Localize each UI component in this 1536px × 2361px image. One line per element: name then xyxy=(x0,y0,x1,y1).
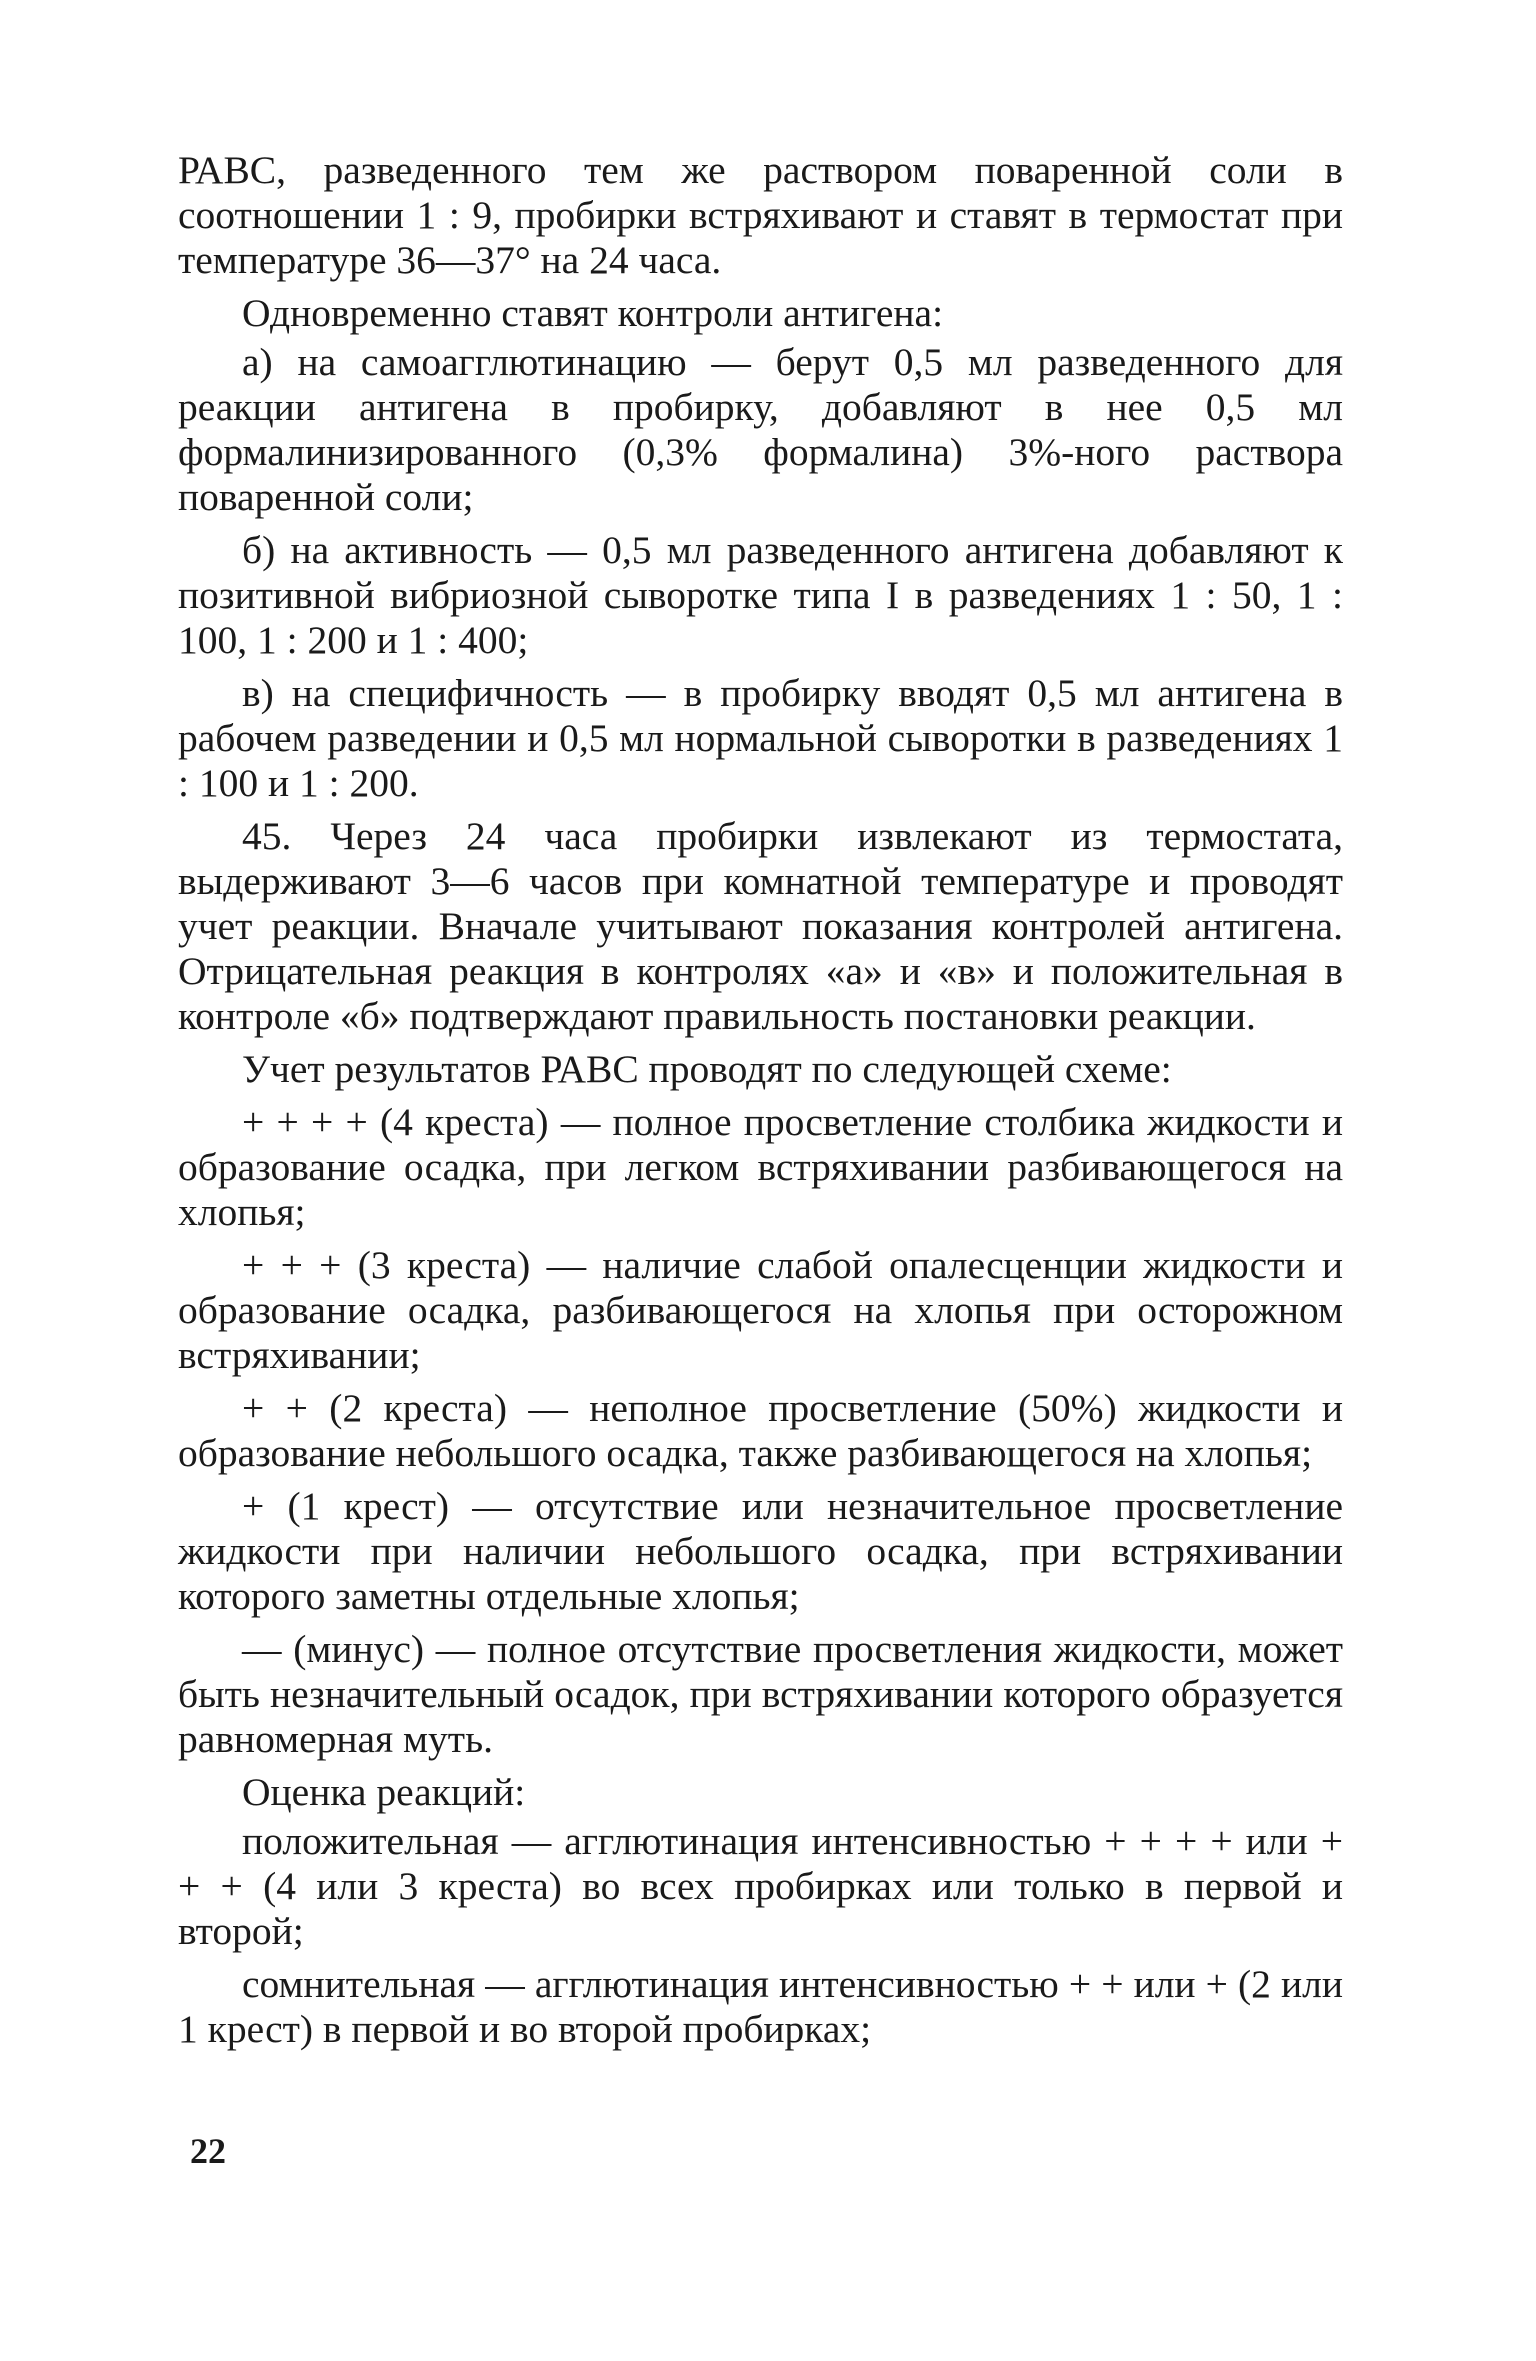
paragraph-four-crosses: + + + + (4 креста) — полное просветление столбика жидкости и образование осадка, при легком встряхивании разбивающегося на хлопья; xyxy=(178,1100,1343,1234)
paragraph-two-crosses: + + (2 креста) — неполное просветление (50%) жидкости и образование небольшого осадка, также разбивающегося на хлопья; xyxy=(178,1386,1343,1475)
paragraph-positive: положительная — агглютинация интенсивностью + + + + или + + + (4 или 3 креста) во всех пробирках или только в первой и второй; xyxy=(178,1819,1343,1953)
paragraph-doubtful: сомнительная — агглютинация интенсивностью + + или + (2 или 1 крест) в первой и во второй пробирках; xyxy=(178,1962,1343,2051)
page-number: 22 xyxy=(190,2131,226,2171)
paragraph-continuation: РАВС, разведенного тем же раствором поваренной соли в соотношении 1 : 9, пробирки встряхивают и ставят в термостат при температуре 36—37° на 24 часа. xyxy=(178,148,1343,282)
paragraph-item-45: 45. Через 24 часа пробирки извлекают из термостата, выдерживают 3—6 часов при комнатной температуре и проводят учет реакции. Вначале учитывают показания контролей антигена. Отрицательная реакция в контролях «а» и «в» и положительная в контроле «б» подтверждают правильность постановки реакции. xyxy=(178,814,1343,1038)
paragraph-results-scheme: Учет результатов РАВС проводят по следующей схеме: xyxy=(242,1047,1172,1091)
paragraph-three-crosses: + + + (3 креста) — наличие слабой опалесценции жидкости и образование осадка, разбивающегося на хлопья при осторожном встряхивании; xyxy=(178,1243,1343,1377)
paragraph-one-cross: + (1 крест) — отсутствие или незначительное просветление жидкости при наличии небольшого осадка, при встряхивании которого заметны отдельные хлопья; xyxy=(178,1484,1343,1618)
page-body xyxy=(178,148,1343,2060)
paragraph-controls-intro: Одновременно ставят контроли антигена: xyxy=(242,291,944,335)
paragraph-evaluation-heading: Оценка реакций: xyxy=(242,1770,526,1814)
paragraph-control-c: в) на специфичность — в пробирку вводят 0,5 мл антигена в рабочем разведении и 0,5 мл нормальной сыворотки в разведениях 1 : 100 и 1 : 200. xyxy=(178,671,1343,805)
paragraph-control-b: б) на активность — 0,5 мл разведенного антигена добавляют к позитивной вибриозной сыворотке типа I в разведениях 1 : 50, 1 : 100, 1 : 200 и 1 : 400; xyxy=(178,528,1343,662)
paragraph-control-a: а) на самоагглютинацию — берут 0,5 мл разведенного для реакции антигена в пробирку, добавляют в нее 0,5 мл формалинизированного (0,3% формалина) 3%-ного раствора поваренной соли; xyxy=(178,340,1343,519)
paragraph-minus: — (минус) — полное отсутствие просветления жидкости, может быть незначительный осадок, при встряхивании которого образуется равномерная муть. xyxy=(178,1627,1343,1761)
